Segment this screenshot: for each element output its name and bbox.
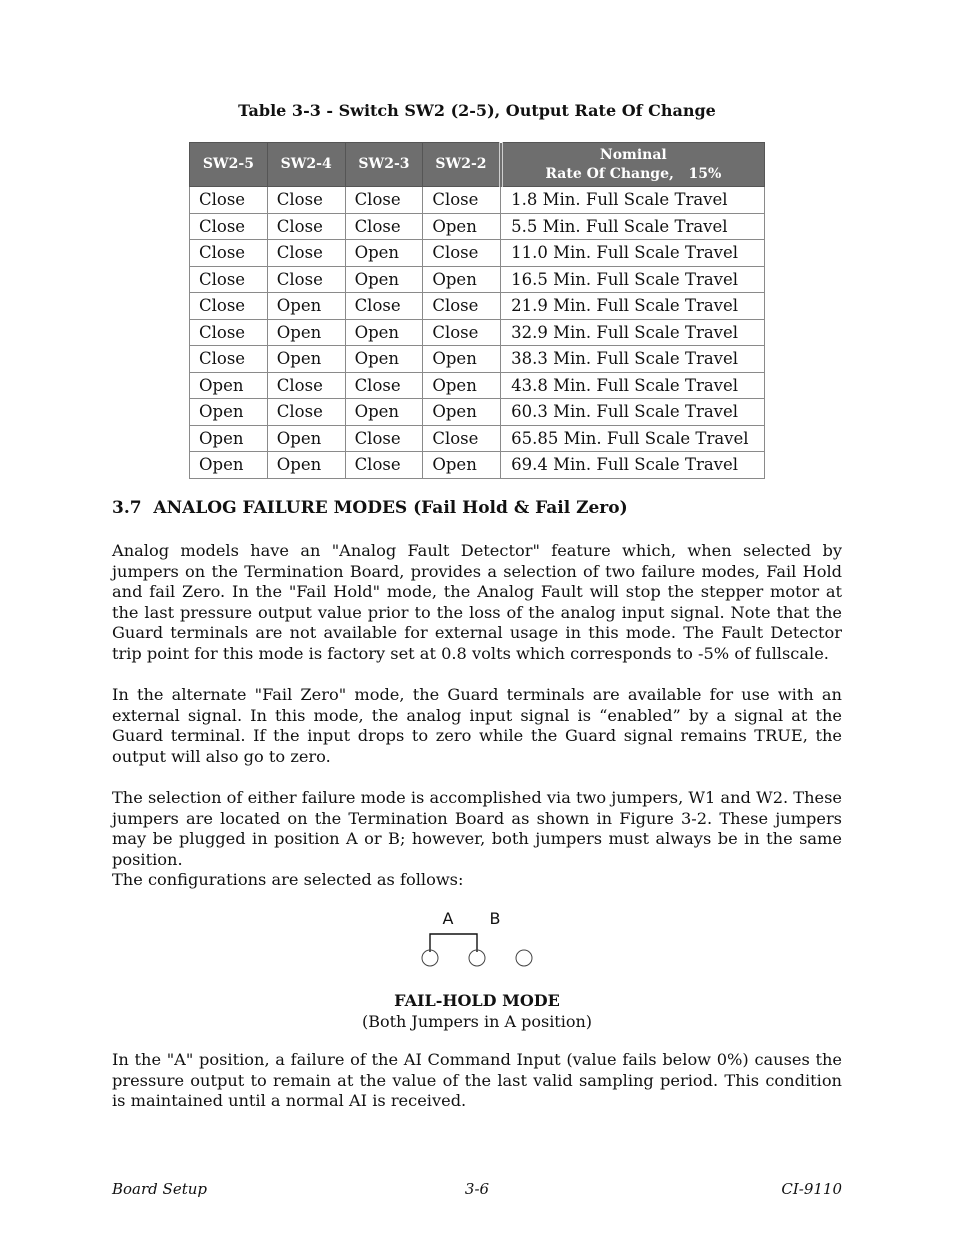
cell-sw2-5: Close xyxy=(190,187,268,214)
paragraph-3: The selection of either failure mode is accomplished via two jumpers, W1 and W2. These jumpers are located on the Termination Board as shown in Figure 3-2. These jumpers may be plugged in position A or B; however, both jumpers must always be in the same position. xyxy=(112,788,842,869)
header-rate-line1: Nominal xyxy=(599,146,667,163)
header-rate-line2: Rate Of Change, 15% xyxy=(545,165,722,182)
table-header-row xyxy=(190,143,765,187)
header-sw2-2: SW2-2 xyxy=(423,143,501,187)
cell-sw2-5: Open xyxy=(190,399,268,426)
cell-sw2-4: Open xyxy=(267,346,345,373)
cell-sw2-3: Open xyxy=(345,319,423,346)
cell-sw2-5: Open xyxy=(190,372,268,399)
paragraph-2: In the alternate "Fail Zero" mode, the Guard terminals are available for use with an external signal. In this mode, the analog input signal is “enabled” by a signal at the Guard terminal. If the input drops to zero while the Guard signal remains TRUE, the output will also go to zero. xyxy=(112,685,842,766)
cell-sw2-2: Close xyxy=(423,319,501,346)
cell-sw2-2: Close xyxy=(423,187,501,214)
table-title: Table 3-3 - Switch SW2 (2-5), Output Rate Of Change xyxy=(238,101,716,120)
cell-sw2-3: Open xyxy=(345,346,423,373)
cell-sw2-5: Open xyxy=(190,452,268,479)
table-row xyxy=(190,452,765,479)
cell-rate: 21.9 Min. Full Scale Travel xyxy=(501,293,765,320)
jumper-bridge xyxy=(430,934,477,952)
table-row xyxy=(190,425,765,452)
cell-sw2-2: Open xyxy=(423,452,501,479)
paragraph-5: In the "A" position, a failure of the AI Command Input (value fails below 0%) causes the pressure output to remain at the value of the last valid sampling period. This condition is maintained until a normal AI is received. xyxy=(112,1050,842,1111)
cell-sw2-3: Close xyxy=(345,372,423,399)
jumper-pin-2 xyxy=(469,950,485,966)
table-row xyxy=(190,319,765,346)
header-sw2-3: SW2-3 xyxy=(345,143,423,187)
cell-rate: 65.85 Min. Full Scale Travel xyxy=(501,425,765,452)
cell-sw2-2: Open xyxy=(423,372,501,399)
table-row xyxy=(190,346,765,373)
footer-right: CI-9110 xyxy=(781,1180,842,1198)
jumper-pin-1 xyxy=(422,950,438,966)
table-row xyxy=(190,187,765,214)
cell-sw2-4: Close xyxy=(267,213,345,240)
jumper-pin-3 xyxy=(516,950,532,966)
cell-sw2-4: Close xyxy=(267,266,345,293)
cell-rate: 38.3 Min. Full Scale Travel xyxy=(501,346,765,373)
figure-mode-title: FAIL-HOLD MODE xyxy=(394,991,560,1010)
table-row xyxy=(190,372,765,399)
cell-sw2-5: Open xyxy=(190,425,268,452)
cell-rate: 32.9 Min. Full Scale Travel xyxy=(501,319,765,346)
cell-rate: 16.5 Min. Full Scale Travel xyxy=(501,266,765,293)
cell-sw2-3: Close xyxy=(345,213,423,240)
footer-left: Board Setup xyxy=(112,1180,207,1198)
cell-rate: 1.8 Min. Full Scale Travel xyxy=(501,187,765,214)
cell-rate: 60.3 Min. Full Scale Travel xyxy=(501,399,765,426)
cell-sw2-3: Open xyxy=(345,399,423,426)
cell-sw2-2: Close xyxy=(423,425,501,452)
section-heading: 3.7 ANALOG FAILURE MODES (Fail Hold & Fail Zero) xyxy=(112,498,628,518)
cell-sw2-2: Close xyxy=(423,293,501,320)
cell-rate: 11.0 Min. Full Scale Travel xyxy=(501,240,765,267)
table-row xyxy=(190,240,765,267)
cell-sw2-4: Close xyxy=(267,187,345,214)
cell-rate: 5.5 Min. Full Scale Travel xyxy=(501,213,765,240)
cell-sw2-4: Open xyxy=(267,425,345,452)
cell-sw2-2: Open xyxy=(423,213,501,240)
position-a-label: A xyxy=(442,909,454,928)
cell-sw2-4: Open xyxy=(267,293,345,320)
cell-sw2-2: Open xyxy=(423,266,501,293)
table-row xyxy=(190,213,765,240)
cell-sw2-5: Close xyxy=(190,266,268,293)
cell-sw2-3: Open xyxy=(345,240,423,267)
cell-sw2-2: Close xyxy=(423,240,501,267)
paragraph-4: The configurations are selected as follows: xyxy=(112,870,464,889)
header-sw2-5: SW2-5 xyxy=(190,143,268,187)
table-row xyxy=(190,399,765,426)
figure-caption xyxy=(0,990,954,1032)
cell-sw2-5: Close xyxy=(190,319,268,346)
cell-rate: 43.8 Min. Full Scale Travel xyxy=(501,372,765,399)
figure-mode-note: (Both Jumpers in A position) xyxy=(361,1012,593,1031)
cell-sw2-4: Open xyxy=(267,319,345,346)
cell-sw2-4: Open xyxy=(267,452,345,479)
table-row xyxy=(190,293,765,320)
switch-table xyxy=(189,142,765,479)
cell-rate: 69.4 Min. Full Scale Travel xyxy=(501,452,765,479)
cell-sw2-5: Close xyxy=(190,346,268,373)
cell-sw2-4: Close xyxy=(267,372,345,399)
header-rate xyxy=(501,143,765,187)
cell-sw2-2: Open xyxy=(423,346,501,373)
paragraph-1: Analog models have an "Analog Fault Detector" feature which, when selected by jumpers on the Termination Board, provides a selection of two failure modes, Fail Hold and fail Zero. In the "Fail Hold" mode, the Analog Fault will stop the stepper motor at the last pressure output value prior to the loss of the analog input signal. Note that the Guard terminals are not available for external usage in this mode. The Fault Detector trip point for this mode is factory set at 0.8 volts which corresponds to -5% of fullscale. xyxy=(112,541,842,663)
cell-sw2-3: Open xyxy=(345,266,423,293)
jumper-diagram xyxy=(410,905,540,970)
cell-sw2-2: Open xyxy=(423,399,501,426)
cell-sw2-3: Close xyxy=(345,425,423,452)
cell-sw2-4: Close xyxy=(267,240,345,267)
cell-sw2-3: Close xyxy=(345,187,423,214)
cell-sw2-5: Close xyxy=(190,240,268,267)
cell-sw2-3: Close xyxy=(345,293,423,320)
header-sw2-4: SW2-4 xyxy=(267,143,345,187)
cell-sw2-5: Close xyxy=(190,213,268,240)
footer-page-number: 3-6 xyxy=(464,1180,490,1198)
table-row xyxy=(190,266,765,293)
position-b-label: B xyxy=(489,909,501,928)
cell-sw2-3: Close xyxy=(345,452,423,479)
cell-sw2-5: Close xyxy=(190,293,268,320)
cell-sw2-4: Close xyxy=(267,399,345,426)
